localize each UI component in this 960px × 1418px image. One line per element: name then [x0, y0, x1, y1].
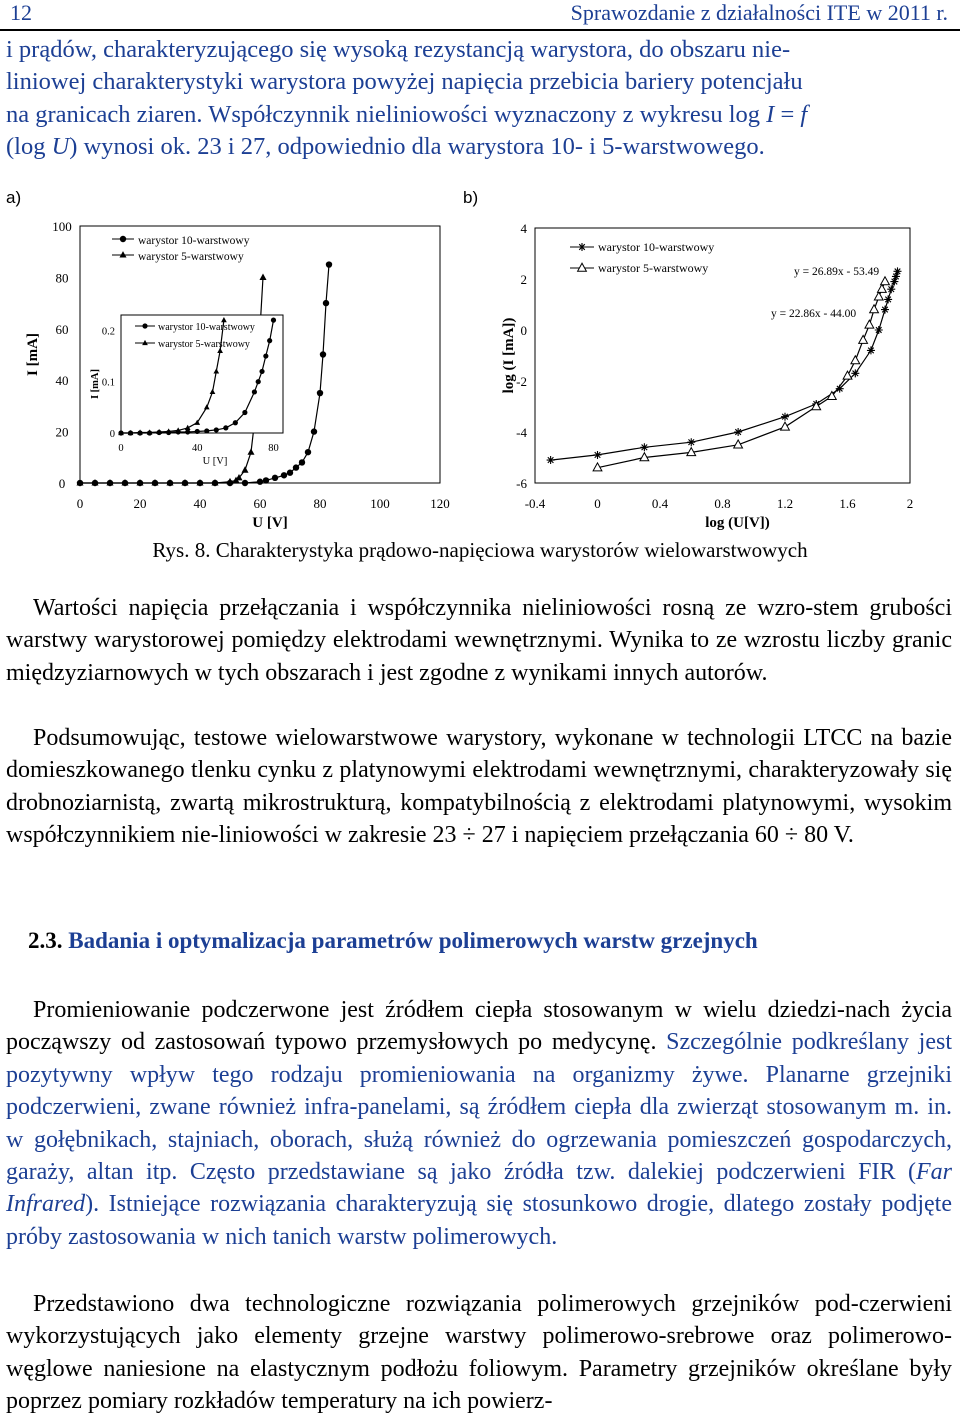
chart-b-ytick: -4: [516, 425, 527, 440]
chart-b-marker: [870, 305, 879, 313]
chart-b-marker: [640, 443, 648, 451]
section-title: Badania i optymalizacja parametrów polimerowych warstw grzejnych: [68, 928, 758, 953]
chart-b-legend-marker: [578, 263, 587, 271]
chart-b-xtick: 1.6: [839, 496, 856, 511]
figure-caption: Rys. 8. Charakterystyka prądowo-napięciowa warystorów wielowarstwowych: [152, 538, 808, 562]
chart-a-marker: [293, 464, 299, 470]
chart-a-xtick: 100: [370, 496, 390, 511]
chart-a-xlabel: U [V]: [252, 515, 288, 531]
inset-marker: [267, 338, 272, 343]
chart-b-series-line: [551, 271, 898, 460]
chart-b-xtick: -0.4: [524, 496, 546, 511]
chart-b-xtick: 0.8: [714, 496, 731, 511]
chart-a-ytick: 100: [52, 219, 72, 234]
chart-b-ytick: -2: [516, 374, 527, 389]
chart-b-marker: [865, 320, 874, 328]
chart-a-marker: [326, 261, 332, 267]
page-number: 12: [10, 0, 32, 25]
section-heading: [28, 928, 758, 954]
body-paragraph-1: Wartości napięcia przełączania i współczynnika nieliniowości rosną ze wzro-stem grubości warstwy warystorowej pomiędzy elektrodami wewnętrznymi. Wynika to ze wzrostu liczby granic międzyziarnowych w tych obszarach i jest zgodne z wynikami innych autorów.: [6, 595, 952, 686]
inset-legend-marker: [142, 323, 147, 328]
chart-b-marker: [881, 277, 890, 285]
inset-marker: [233, 420, 238, 425]
chart-b-xtick: 1.2: [776, 496, 794, 511]
chart-b-xtick: 0: [594, 496, 601, 511]
chart-a-marker: [311, 428, 317, 434]
chart-b-marker: [875, 326, 883, 334]
chart-a-legend-label: warystor 5-warstwowy: [138, 251, 244, 263]
p3-italic: Far Infrared: [6, 1159, 952, 1218]
chart-a-marker: [305, 449, 311, 455]
inset-ytick: 0.1: [101, 377, 115, 389]
inset-ylabel: I [mA]: [90, 368, 101, 400]
chart-b-marker: [881, 306, 889, 314]
chart-a-xtick: 120: [430, 496, 450, 511]
intro-line-1: i prądów, charakteryzującego się wysoką rezystancją warystora, do obszaru nie-: [6, 36, 791, 63]
chart-a-marker: [272, 475, 278, 481]
chart-b-ytick: 2: [520, 272, 527, 287]
chart-a-marker: [287, 470, 293, 476]
p3-part-e: ). Istniejące rozwiązania charakteryzują się stosunkowo drogie, dlatego zostały podjęte próby zastosowania w nich tanich warstw polimerowych.: [6, 1191, 952, 1250]
inset-ytick: 0: [109, 429, 115, 440]
chart-a-xtick: 20: [133, 496, 147, 511]
chart-a-xtick: 40: [193, 496, 207, 511]
chart-a-marker: [241, 466, 248, 472]
chart-b-marker: [781, 413, 789, 421]
chart-b-marker: [887, 285, 895, 293]
chart-a-marker: [320, 351, 326, 357]
chart-a-legend-label: warystor 10-warstwowy: [138, 235, 250, 247]
chart-b-legend-marker: [578, 243, 586, 251]
chart-b-marker: [781, 422, 790, 430]
chart-a-ytick: 20: [55, 424, 69, 440]
chart-a-marker: [247, 448, 254, 454]
chart-b-ytick: 0: [520, 323, 527, 338]
intro-line-2: liniowej charakterystyki warystora powyżej napięcia przebicia bariery potencjału: [6, 68, 803, 96]
chart-b-legend-label: warystor 10-warstwowy: [598, 240, 715, 254]
chart-a-ylabel: I [mA]: [25, 333, 41, 376]
chart-b-legend-label: warystor 5-warstwowy: [598, 261, 709, 275]
p3-part-b: Szczególnie podkreślany jest pozytywny wpływ tego rodzaju promieniowania na organizmy żywe.: [6, 1029, 953, 1088]
p3-part-a: Promieniowanie podczerwone jest źródłem ciepła stosowanym w wielu dziedzi-nach życia począwszy od zastosowań typowo przemysłowych po medycynę.: [6, 997, 952, 1056]
chart-a-ytick: 0: [58, 476, 66, 491]
chart-a-marker: [257, 479, 263, 485]
chart-b-marker: [884, 295, 892, 303]
chart-b-xtick: 0.4: [651, 496, 669, 511]
chart-b-marker: [894, 267, 902, 275]
chart-a-marker: [323, 300, 329, 306]
chart-b-ytick: 4: [520, 221, 527, 236]
inset-marker: [214, 427, 219, 432]
inset-legend-label: warystor 5-warstwowy: [158, 339, 250, 350]
chart-b-marker: [687, 438, 695, 446]
chart-a-marker: [242, 480, 248, 486]
chart-b-fit-1: y = 26.89x - 53.49: [794, 266, 880, 278]
chart-a-ytick: 60: [55, 321, 69, 337]
chart-a-xtick: 60: [253, 496, 267, 511]
chart-b-marker: [594, 451, 602, 459]
chart-b-marker: [734, 428, 742, 436]
intro-eq: =: [774, 100, 801, 128]
chart-b-xtick: 2: [906, 496, 914, 511]
inset-marker: [195, 429, 200, 434]
chart-a-ytick: 40: [55, 373, 69, 389]
inset-marker: [204, 428, 209, 433]
inset-xtick: 40: [191, 443, 203, 454]
intro-line-4c: ) wynosi ok. 23 i 27, odpowiednio dla warystora 10- i 5-warstwowego.: [69, 133, 765, 161]
inset-marker: [263, 353, 268, 358]
chart-a-ytick: 80: [55, 270, 69, 286]
body-paragraph-2: Podsumowując, testowe wielowarstwowe warystory, wykonane w technologii LTCC na bazie domieszkowanego tlenku cynku z platynowymi elektrodami wewnętrznymi, charakteryzowały się drobnoziarnistą, zwartą mikrostrukturą, kompatybilnością z elektrodami platynowymi, wysokim współczynnikiem nie-liniowości w zakresie 23 ÷ 27 i napięciem przełączania 60 ÷ 80 V.: [6, 725, 952, 849]
inset-marker: [223, 425, 228, 430]
section-number: 2.3.: [28, 928, 69, 953]
chart-b-marker: [547, 456, 555, 464]
chart-a-legend-marker: [120, 236, 126, 242]
inset-marker: [271, 318, 276, 323]
intro-var-f: f: [800, 100, 808, 128]
intro-var-u: U: [51, 133, 70, 161]
inset-ytick: 0.2: [101, 326, 115, 338]
figure-svg: [0, 0, 960, 540]
chart-a-inset: [90, 315, 283, 467]
chart-a-marker: [299, 459, 305, 465]
chart-a-marker: [263, 477, 269, 483]
chart-a-marker: [317, 390, 323, 396]
inset-marker: [256, 379, 261, 384]
inset-xtick: 0: [118, 443, 124, 454]
chart-b: [501, 221, 913, 531]
chart-a-legend-marker: [119, 251, 126, 257]
chart-a-marker: [259, 274, 266, 280]
inset-xlabel: U [V]: [202, 456, 228, 467]
chart-b-marker: [851, 369, 859, 377]
chart-b-xlabel: log (U[V]): [705, 515, 770, 531]
intro-line-3b: Współczynnik nieliniowości wyznaczony z wykresu log: [208, 100, 767, 128]
intro-line-3a: na granicach ziaren.: [6, 100, 209, 128]
inset-legend-label: warystor 10-warstwowy: [158, 322, 255, 333]
body-paragraph-4: Przedstawiono dwa technologiczne rozwiązania polimerowych grzejników pod-czerwieni wykorzystujących jako elementy grzejne warstwy polimerowo-srebrowe oraz polimerowo-węglowe naniesione na elastycznym podłożu foliowym. Parametry grzejników określane były poprzez pomiary rozkładów temperatury na ich powierz-: [6, 1291, 952, 1415]
chart-a-xtick: 80: [313, 496, 327, 511]
chart-b-fit-2: y = 22.86x - 44.00: [771, 308, 857, 320]
inset-marker: [259, 369, 264, 374]
chart-b-marker: [843, 371, 852, 379]
chart-b-marker: [867, 346, 875, 354]
p3-part-c: Planarne grzejniki podczerwieni, zwane również infra-panelami, są źródłem ciepła dla zwierząt stosowanym m. in. w gołębnikach, stajniach, oborach, służą również do ogrzewania pomieszczeń gospodarczych, garaży, altan itp. Często przedstawiane są jako źródła tzw. dalekiej podczerwieni FIR (: [6, 1061, 953, 1186]
chart-b-ylabel: log (I [mA]): [501, 317, 517, 394]
panel-b-label: b): [463, 188, 479, 207]
chart-b-marker: [874, 292, 883, 300]
inset-marker: [252, 389, 257, 394]
chart-b-ytick: -6: [516, 476, 527, 491]
body-paragraph-3: [6, 994, 952, 1253]
intro-line-4a: (log: [6, 133, 52, 161]
chart-b-marker: [859, 335, 868, 343]
chart-b-marker: [877, 284, 886, 292]
chart-b-marker: [851, 356, 860, 364]
panel-a-label: a): [6, 188, 22, 207]
inset-marker: [242, 410, 247, 415]
intro-var-i: I: [766, 100, 775, 128]
inset-marker: [185, 429, 190, 434]
running-title: Sprawozdanie z działalności ITE w 2011 r.: [570, 0, 948, 25]
chart-a-marker: [281, 472, 287, 478]
chart-a-xtick: 0: [76, 496, 84, 511]
inset-xtick: 80: [268, 443, 279, 454]
